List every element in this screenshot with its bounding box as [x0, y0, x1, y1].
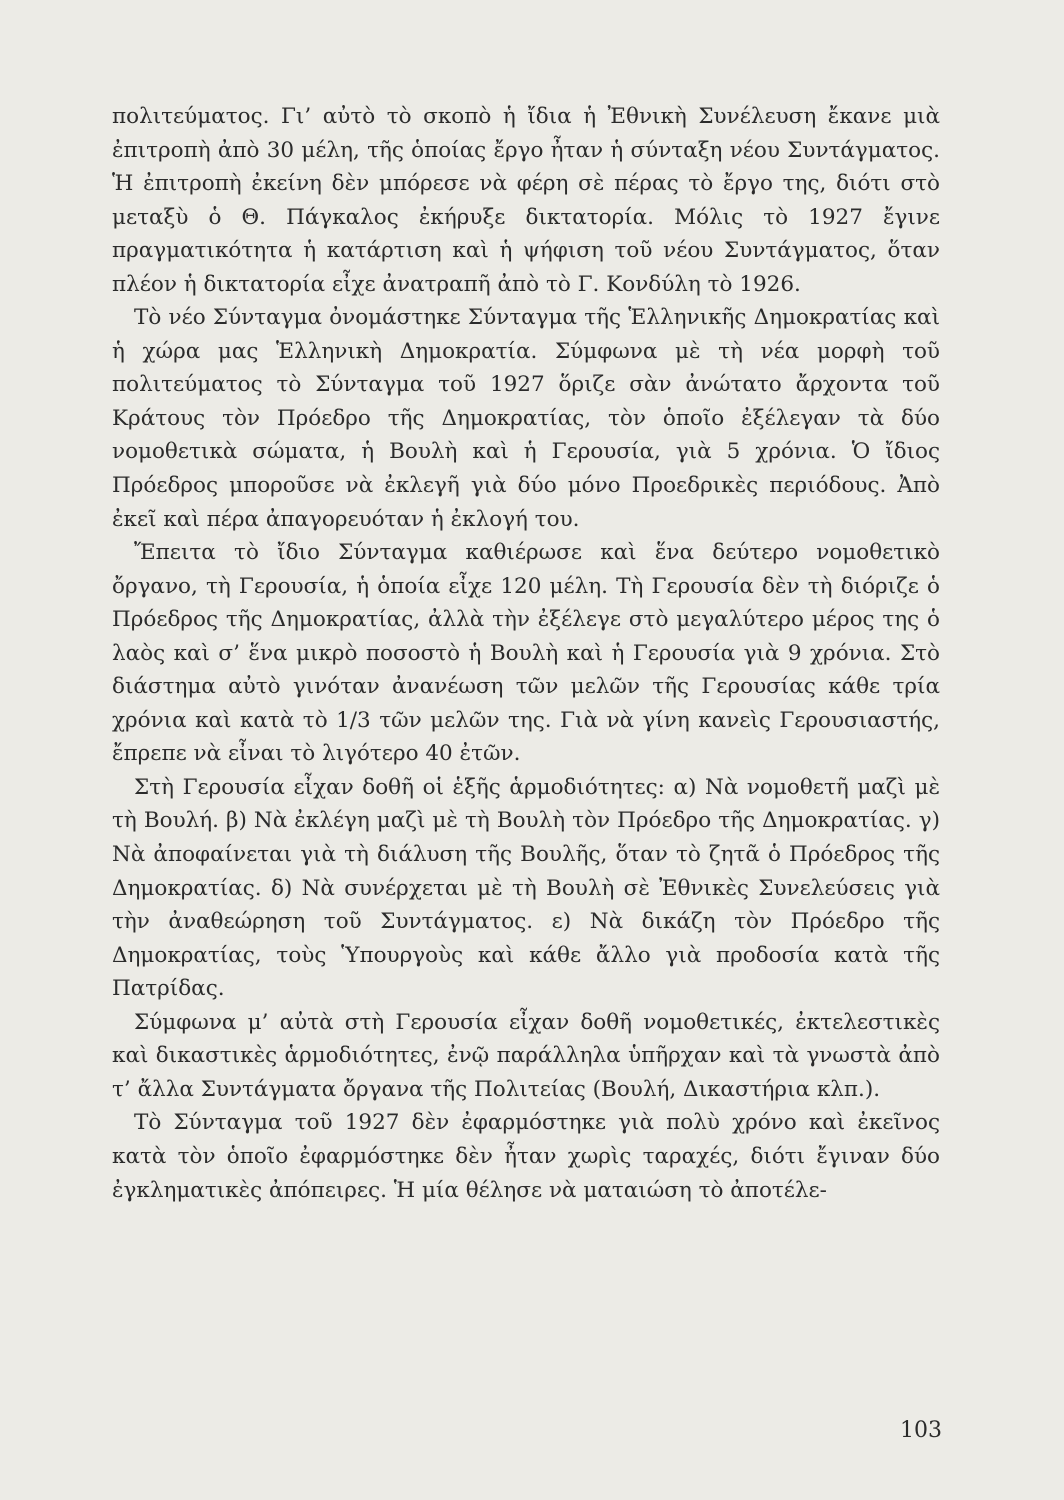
- paragraph-6: Τὸ Σύνταγμα τοῦ 1927 δὲν ἐφαρμόστηκε γιὰ πολὺ χρόνο καὶ ἐκεῖνος κατὰ τὸν ὁποῖο ἐφαρμόστηκε δὲν ἦταν χωρὶς ταραχές, διότι ἔγιναν δύο ἐγκληματικὲς ἀπόπειρες. Ἡ μία θέλησε νὰ ματαιώση τὸ ἀποτέλε-: [112, 1110, 940, 1203]
- paragraph-2: Τὸ νέο Σύνταγμα ὀνομάστηκε Σύνταγμα τῆς Ἑλληνικῆς Δημοκρατίας καὶ ἡ χώρα μας Ἑλληνικὴ Δημοκρατία. Σύμφωνα μὲ τὴ νέα μορφὴ τοῦ πολιτεύματος τὸ Σύνταγμα τοῦ 1927 ὅριζε σὰν ἀνώτατο ἄρχοντα τοῦ Κράτους τὸν Πρόεδρο τῆς Δημοκρατίας, τὸν ὁποῖο ἐξέλεγαν τὰ δύο νομοθετικὰ σώματα, ἡ Βουλὴ καὶ ἡ Γερουσία, γιὰ 5 χρόνια. Ὁ ἴδιος Πρόεδρος μποροῦσε νὰ ἐκλεγῆ γιὰ δύο μόνο Προεδρικὲς περιόδους. Ἀπὸ ἐκεῖ καὶ πέρα ἀπαγορευόταν ἡ ἐκλογή του.: [112, 305, 940, 532]
- body-text: [112, 100, 940, 1207]
- paragraph-5: Σύμφωνα μ’ αὐτὰ στὴ Γερουσία εἶχαν δοθῆ νομοθετικές, ἐκτελεστικὲς καὶ δικαστικὲς ἁρμοδιότητες, ἐνῷ παράλληλα ὑπῆρχαν καὶ τὰ γνωστὰ ἀπὸ τ’ ἄλλα Συντάγματα ὄργανα τῆς Πολιτείας (Βουλή, Δικαστήρια κλπ.).: [112, 1009, 940, 1102]
- paragraph-1: πολιτεύματος. Γι’ αὐτὸ τὸ σκοπὸ ἡ ἴδια ἡ Ἐθνικὴ Συνέλευση ἔκανε μιὰ ἐπιτροπὴ ἀπὸ 30 μέλη, τῆς ὁποίας ἔργο ἦταν ἡ σύνταξη νέου Συντάγματος. Ἡ ἐπιτροπὴ ἐκείνη δὲν μπόρεσε νὰ φέρη σὲ πέρας τὸ ἔργο της, διότι στὸ μεταξὺ ὁ Θ. Πάγκαλος ἐκήρυξε δικτατορία. Μόλις τὸ 1927 ἔγινε πραγματικότητα ἡ κατάρτιση καὶ ἡ ψήφιση τοῦ νέου Συντάγματος, ὅταν πλέον ἡ δικτατορία εἶχε ἀνατραπῆ ἀπὸ τὸ Γ. Κονδύλη τὸ 1926.: [112, 104, 940, 297]
- paragraph-3: Ἔπειτα τὸ ἴδιο Σύνταγμα καθιέρωσε καὶ ἕνα δεύτερο νομοθετικὸ ὄργανο, τὴ Γερουσία, ἡ ὁποία εἶχε 120 μέλη. Τὴ Γερουσία δὲν τὴ διόριζε ὁ Πρόεδρος τῆς Δημοκρατίας, ἀλλὰ τὴν ἐξέλεγε στὸ μεγαλύτερο μέρος της ὁ λαὸς καὶ σ’ ἕνα μικρὸ ποσοστὸ ἡ Βουλὴ καὶ ἡ Γερουσία γιὰ 9 χρόνια. Στὸ διάστημα αὐτὸ γινόταν ἀνανέωση τῶν μελῶν τῆς Γερουσίας κάθε τρία χρόνια καὶ κατὰ τὸ 1/3 τῶν μελῶν της. Γιὰ νὰ γίνη κανεὶς Γερουσιαστής, ἔπρεπε νὰ εἶναι τὸ λιγότερο 40 ἐτῶν.: [112, 540, 940, 767]
- page-number: 103: [900, 1418, 942, 1443]
- paragraph-4: Στὴ Γερουσία εἶχαν δοθῆ οἱ ἑξῆς ἁρμοδιότητες: α) Νὰ νομοθετῆ μαζὶ μὲ τὴ Βουλή. β) Νὰ ἐκλέγη μαζὶ μὲ τὴ Βουλὴ τὸν Πρόεδρο τῆς Δημοκρατίας. γ) Νὰ ἀποφαίνεται γιὰ τὴ διάλυση τῆς Βουλῆς, ὅταν τὸ ζητᾶ ὁ Πρόεδρος τῆς Δημοκρατίας. δ) Νὰ συνέρχεται μὲ τὴ Βουλὴ σὲ Ἐθνικὲς Συνελεύσεις γιὰ τὴν ἀναθεώρηση τοῦ Συντάγματος. ε) Νὰ δικάζη τὸν Πρόεδρο τῆς Δημοκρατίας, τοὺς Ὑπουργοὺς καὶ κάθε ἄλλο γιὰ προδοσία κατὰ τῆς Πατρίδας.: [112, 774, 940, 1002]
